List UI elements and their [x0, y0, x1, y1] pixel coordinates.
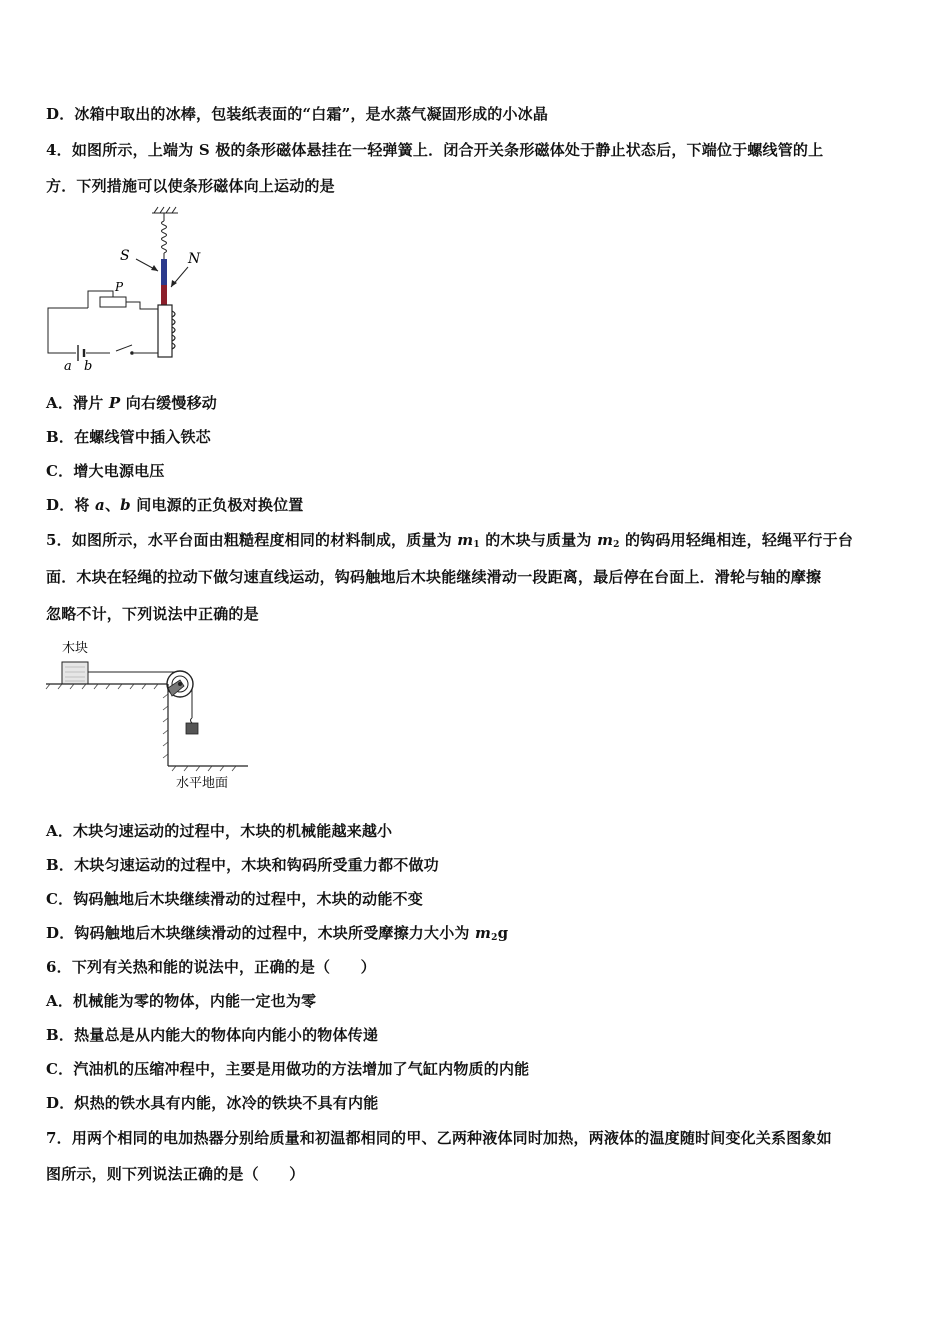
label-n: N [188, 251, 201, 267]
q5-option-d-g: g [497, 924, 509, 942]
q4-stem-line2: 方．下列措施可以使条形磁体向上运动的是 [46, 177, 335, 195]
hook-weight [186, 723, 198, 734]
q7-stem-line2: 图所示，则下列说法正确的是（ ） [46, 1165, 305, 1183]
q5-pulley-figure [40, 634, 260, 794]
switch-contact [130, 351, 134, 355]
q6-option-a: A．机械能为零的物体，内能一定也为零 [46, 992, 317, 1010]
q5-stem-sub2: 2 [613, 540, 620, 550]
q7-stem-line1: 7．用两个相同的电加热器分别给质量和初温都相同的甲、乙两种液体同时加热，两液体的温度随时间变化关系图象如 [46, 1129, 832, 1147]
q6-stem: 6．下列有关热和能的说法中，正确的是（ ） [46, 958, 376, 976]
q5-stem-m2: m [597, 531, 614, 549]
q5-option-b: B．木块匀速运动的过程中，木块和钩码所受重力都不做功 [46, 856, 439, 874]
label-b: b [84, 359, 93, 374]
q4-option-a-var: P [108, 394, 121, 412]
q4-option-a-pre: A．滑片 [46, 394, 109, 412]
q6-option-d: D．炽热的铁水具有内能，冰冷的铁块不具有内能 [46, 1094, 379, 1112]
q5-stem-sub1: 1 [473, 540, 480, 550]
q5-stem-pre: 5．如图所示，水平台面由粗糙程度相同的材料制成，质量为 [46, 531, 458, 549]
q3-option-d: D．冰箱中取出的冰棒，包装纸表面的“白霜”，是水蒸气凝固形成的小冰晶 [46, 105, 549, 123]
q4-option-d-post: 间电源的正负极对换位置 [130, 496, 304, 514]
q4-stem-line1: 4．如图所示，上端为 S 极的条形磁体悬挂在一轻弹簧上．闭合开关条形磁体处于静止状态后，下端位于螺线管的上 [46, 141, 824, 159]
q5-option-d-m: m [475, 924, 492, 942]
block-label: 木块 [62, 641, 89, 656]
q4-option-d [46, 494, 303, 515]
table-hatch [46, 684, 158, 689]
q5-stem-line1 [46, 529, 853, 550]
rheostat [100, 297, 126, 307]
q4-option-d-pre: D．将 [46, 496, 96, 514]
q6-option-c: C．汽油机的压缩冲程中，主要是用做功的方法增加了气缸内物质的内能 [46, 1060, 530, 1078]
q4-option-a [46, 392, 217, 413]
q5-stem-post: 的钩码用轻绳相连，轻绳平行于台 [619, 531, 854, 549]
q5-stem-line3: 忽略不计，下列说法中正确的是 [46, 605, 259, 623]
q5-option-c: C．钩码触地后木块继续滑动的过程中，木块的动能不变 [46, 890, 423, 908]
q4-option-d-a: a [95, 496, 105, 514]
q5-option-d-sub: 2 [491, 933, 498, 943]
q5-option-d-pre: D．钩码触地后木块继续滑动的过程中，木块所受摩擦力大小为 [46, 924, 476, 942]
spring [162, 213, 167, 259]
q4-option-c: C．增大电源电压 [46, 462, 165, 480]
ground-label: 水平地面 [176, 776, 229, 791]
q5-stem-mid: 的木块与质量为 [479, 531, 598, 549]
q5-stem-m1: m [457, 531, 474, 549]
q5-option-d [46, 922, 508, 943]
q5-stem-line2: 面．木块在轻绳的拉动下做匀速直线运动，钩码触地后木块能继续滑动一段距离，最后停在台面上．滑轮与轴的摩擦 [46, 568, 822, 586]
q6-option-b: B．热量总是从内能大的物体向内能小的物体传递 [46, 1026, 379, 1044]
label-s: S [120, 248, 130, 264]
q4-option-a-post: 向右缓慢移动 [120, 394, 217, 412]
q4-option-d-b: b [120, 496, 131, 514]
q4-option-d-mid: 、 [104, 496, 121, 514]
ceiling-hatch [152, 207, 178, 213]
q5-option-a: A．木块匀速运动的过程中，木块的机械能越来越小 [46, 822, 393, 840]
solenoid [158, 305, 175, 357]
label-a: a [64, 359, 72, 374]
q4-circuit-figure [40, 205, 230, 375]
bar-magnet-s [161, 259, 167, 285]
q4-option-b: B．在螺线管中插入铁芯 [46, 428, 211, 446]
label-p: P [115, 280, 124, 294]
